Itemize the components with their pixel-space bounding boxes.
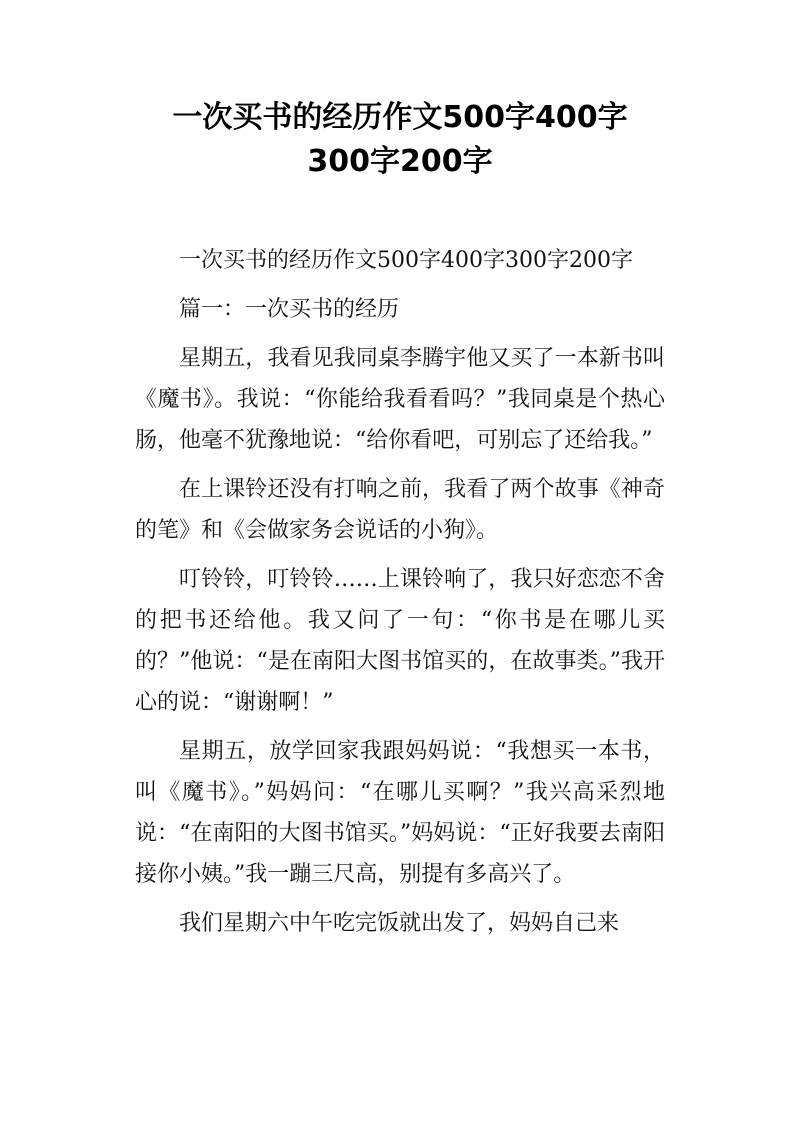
paragraph: 在上课铃还没有打响之前，我看了两个故事《神奇的笔》和《会做家务会说话的小狗》。 [135,477,665,543]
title-line-2: 300字200字 [307,144,493,179]
paragraph: 叮铃铃，叮铃铃……上课铃响了，我只好恋恋不舍的把书还给他。我又问了一句：“你书是在哪儿买的？”他说：“是在南阳大图书馆买的，在故事类。”我开心的说：“谢谢啊！” [135,567,665,715]
paragraph-chapter-heading: 篇一：一次买书的经历 [179,297,400,322]
paragraph: 我们星期六中午吃完饭就出发了，妈妈自己来 [179,911,620,936]
paragraph-subtitle: 一次买书的经历作文500字400字300字200字 [179,248,633,273]
paragraph: 星期五，我看见我同桌李腾宇他又买了一本新书叫《魔书》。我说：“你能给我看看吗？”我同桌是个热心肠，他毫不犹豫地说：“给你看吧，可别忘了还给我。” [135,346,665,453]
paragraph: 星期五，放学回家我跟妈妈说：“我想买一本书，叫《魔书》。”妈妈问：“在哪儿买啊？”我兴高采烈地说：“在南阳的大图书馆买。”妈妈说：“正好我要去南阳接你小姨。”我一蹦三尺高，别提有多高兴了。 [135,739,665,887]
document-title [100,96,700,184]
title-line-1: 一次买书的经历作文500字400字 [172,100,628,135]
document-body [135,240,665,952]
